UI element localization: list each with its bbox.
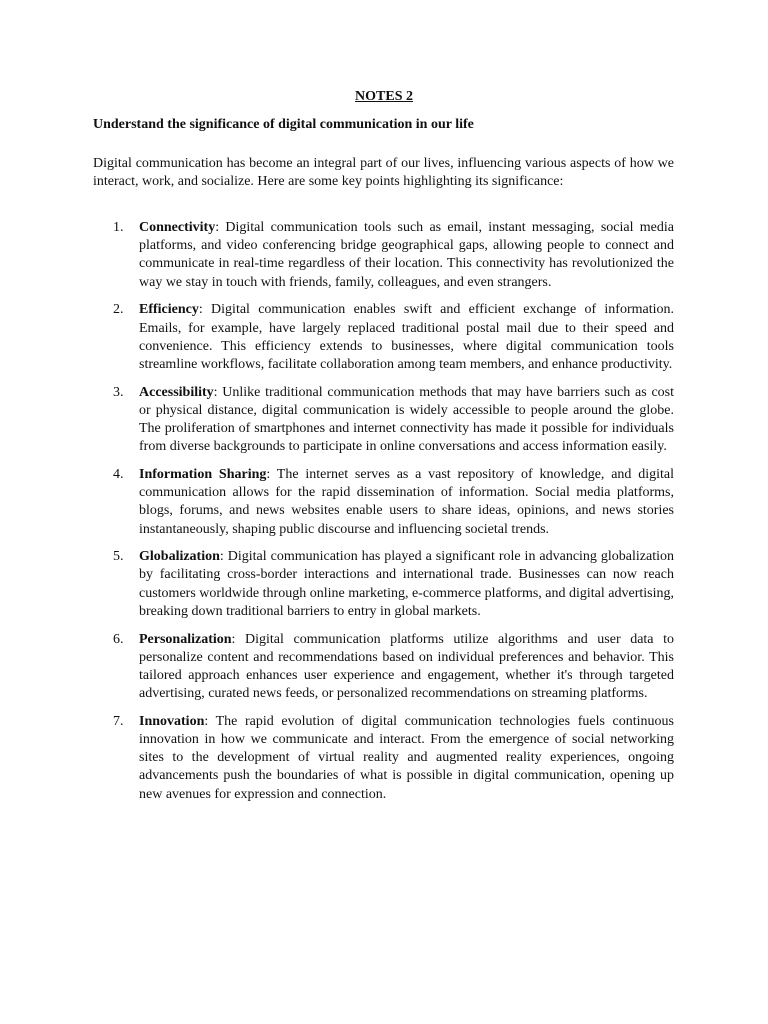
list-item-text: : The rapid evolution of digital communication technologies fuels continuous innovation in how we communicate and interact. From the emergence of social networking sites to the development of virtual reality and augmented reality experiences, ongoing advancements push the boundaries of what is possible in digital communication, opening up new avenues for expression and connection. xyxy=(139,713,674,802)
list-item-number: 1. xyxy=(113,220,124,235)
list-item-number: 7. xyxy=(113,713,124,729)
list-item xyxy=(113,384,674,457)
section-heading: Understand the significance of digital communication in our life xyxy=(93,117,474,132)
list-item-term: Innovation xyxy=(139,713,205,729)
list-item-number: 4. xyxy=(113,466,124,482)
page-title xyxy=(0,88,768,106)
list-item-text: : Digital communication platforms utilize algorithms and user data to personalize content and recommendations based on individual preferences and behavior. This tailored approach enhances user experience and engagement, whether it's through targeted advertising, curated news feeds, or personalized recommendations on streaming platforms. xyxy=(139,631,674,702)
list-item xyxy=(113,301,674,374)
list-item-term: Connectivity xyxy=(139,220,216,235)
list-item-term: Efficiency xyxy=(139,302,199,318)
list-item-text: : Digital communication tools such as email, instant messaging, social media platforms, and video conferencing bridge geographical gaps, allowing people to connect and communicate in real-time regardless of their location. This connectivity has revolutionized the way we stay in touch with friends, family, colleagues, and even strangers. xyxy=(139,220,674,290)
list-item xyxy=(113,466,675,539)
list-item-term: Information Sharing xyxy=(139,466,267,482)
list-item-number: 2. xyxy=(113,302,124,318)
list-item-text: : The internet serves as a vast repository of knowledge, and digital communication allows for the rapid dissemination of information. Social media platforms, blogs, forums, and news websites enable users to share ideas, opinions, and news stories instantaneously, shaping public discourse and influencing societal trends. xyxy=(139,466,675,537)
list-item xyxy=(113,548,674,621)
list-item-text: : Digital communication enables swift and efficient exchange of information. Emails, for example, have largely replaced traditional postal mail due to their speed and convenience. This efficiency extends to businesses, where digital communication tools streamline workflows, facilitate collaboration among team members, and enhance productivity. xyxy=(139,302,674,372)
page-title-text: NOTES 2 xyxy=(355,89,413,104)
list-item-text: : Unlike traditional communication methods that may have barriers such as cost or physical distance, digital communication is widely accessible to people around the globe. The proliferation of smartphones and internet connectivity has made it possible for individuals from diverse backgrounds to participate in online conversations and access information easily. xyxy=(139,384,674,455)
significance-list xyxy=(113,219,675,813)
list-item-text: : Digital communication has played a significant role in advancing globalization by facilitating cross-border interactions and international trade. Businesses can now reach customers worldwide through online marketing, e-commerce platforms, and digital advertising, breaking down traditional barriers to entry in global markets. xyxy=(139,549,674,619)
list-item xyxy=(113,631,674,704)
list-item-term: Globalization xyxy=(139,549,220,565)
list-item-term: Accessibility xyxy=(139,384,214,400)
list-item-number: 5. xyxy=(113,549,124,565)
list-item-term: Personalization xyxy=(139,631,232,647)
intro-paragraph: Digital communication has become an integral part of our lives, influencing various aspects of how we interact, work, and socialize. Here are some key points highlighting its significance: xyxy=(93,156,674,190)
list-item xyxy=(113,219,674,292)
list-item-number: 6. xyxy=(113,631,124,647)
list-item xyxy=(113,713,674,804)
list-item-number: 3. xyxy=(113,384,124,400)
